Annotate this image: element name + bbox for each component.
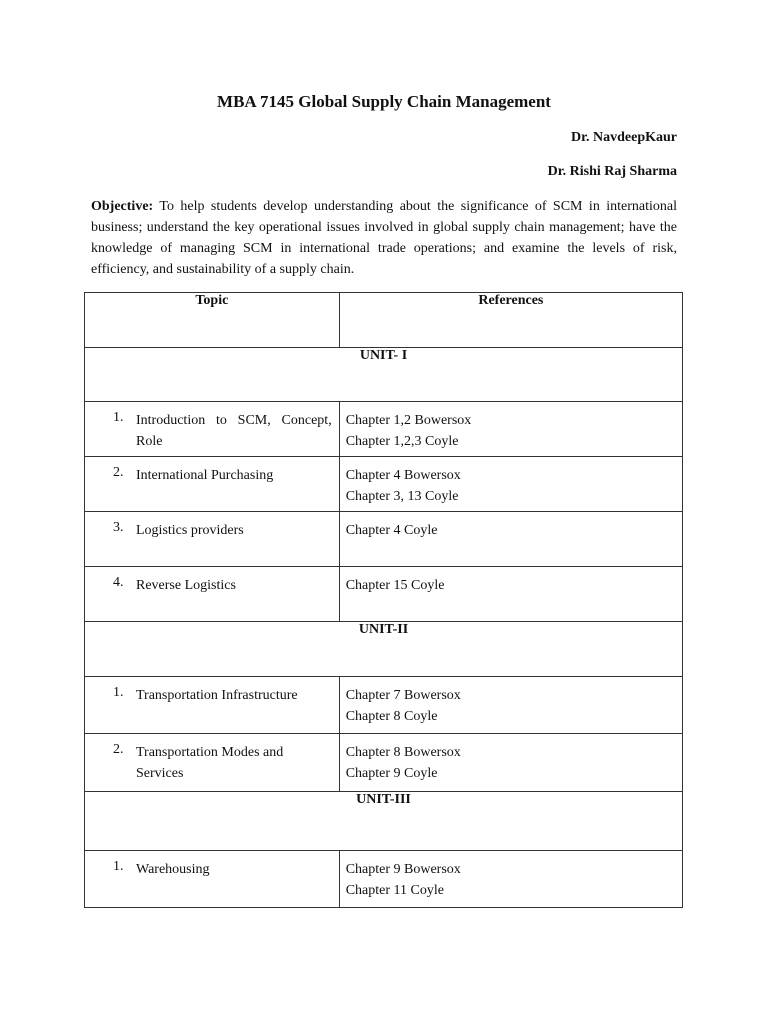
reference-line: Chapter 11 Coyle [345, 883, 444, 898]
table-row [85, 734, 683, 792]
topic-number: 1. [113, 685, 124, 700]
references-cell [339, 734, 682, 792]
topic-text: Introduction to SCM, Concept, Role [136, 413, 332, 449]
topic-text: Warehousing [136, 862, 210, 877]
references-cell [339, 677, 682, 734]
reference-line: Chapter 4 Coyle [345, 523, 438, 538]
table-header-row [85, 293, 683, 348]
objective-text: To help students develop understanding about the significance of SCM in international business; understand the key operational issues involved in global supply chain management; have the knowledge of managing SCM in international trade operations; and examine the levels of risk, efficiency, and sustainability of a supply chain. [91, 199, 677, 277]
objective-paragraph [91, 196, 677, 280]
references-cell [339, 567, 682, 622]
topic-text: Transportation Modes and Services [136, 745, 284, 781]
author-name: Dr. Rishi Raj Sharma [547, 164, 677, 179]
table-row [85, 677, 683, 734]
topic-text: Reverse Logistics [136, 578, 236, 593]
topic-cell [85, 457, 340, 512]
topic-cell [85, 567, 340, 622]
references-cell [339, 512, 682, 567]
unit-label: UNIT-II [85, 622, 683, 677]
table-row [85, 457, 683, 512]
reference-line: Chapter 8 Coyle [345, 709, 438, 724]
topic-number: 1. [113, 859, 124, 874]
unit-header-row [85, 622, 683, 677]
references-cell [339, 402, 682, 457]
unit-header-row [85, 792, 683, 851]
topic-number: 3. [113, 520, 124, 535]
topic-cell [85, 734, 340, 792]
topic-text: Transportation Infrastructure [136, 688, 298, 703]
unit-header-row [85, 348, 683, 402]
topic-number: 2. [113, 742, 124, 757]
syllabus-table [84, 292, 683, 908]
topic-cell [85, 677, 340, 734]
table-row [85, 851, 683, 908]
column-header-references: References [339, 293, 682, 348]
reference-line: Chapter 9 Coyle [345, 766, 438, 781]
topic-text: Logistics providers [136, 523, 244, 538]
reference-line: Chapter 1,2,3 Coyle [345, 434, 459, 449]
reference-line: Chapter 7 Bowersox [345, 688, 461, 703]
unit-label: UNIT- I [85, 348, 683, 402]
references-cell [339, 851, 682, 908]
references-cell [339, 457, 682, 512]
table-row [85, 512, 683, 567]
table-row [85, 402, 683, 457]
topic-cell [85, 402, 340, 457]
reference-line: Chapter 15 Coyle [345, 578, 445, 593]
reference-line: Chapter 9 Bowersox [345, 862, 461, 877]
column-header-topic: Topic [85, 293, 340, 348]
author-name: Dr. NavdeepKaur [570, 130, 677, 145]
reference-line: Chapter 1,2 Bowersox [345, 413, 472, 428]
table-row [85, 567, 683, 622]
document-title: MBA 7145 Global Supply Chain Management [217, 92, 551, 111]
reference-line: Chapter 4 Bowersox [345, 468, 461, 483]
topic-cell [85, 512, 340, 567]
objective-label: Objective: [91, 199, 154, 214]
reference-line: Chapter 8 Bowersox [345, 745, 461, 760]
topic-number: 2. [113, 465, 124, 480]
topic-cell [85, 851, 340, 908]
unit-label: UNIT-III [85, 792, 683, 851]
topic-number: 1. [113, 410, 124, 425]
topic-number: 4. [113, 575, 124, 590]
reference-line: Chapter 3, 13 Coyle [345, 489, 459, 504]
topic-text: International Purchasing [136, 468, 274, 483]
